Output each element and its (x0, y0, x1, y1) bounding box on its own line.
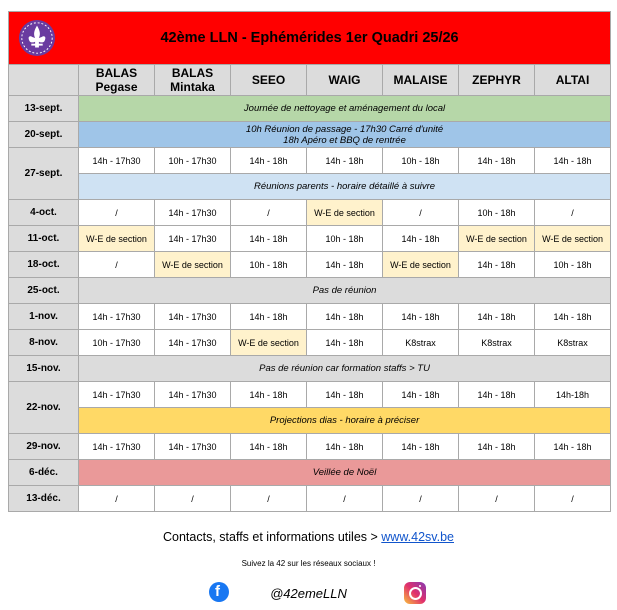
column-header-line1: ZEPHYR (472, 73, 521, 87)
date-cell: 13-déc. (9, 486, 79, 512)
date-cell: 18-oct. (9, 252, 79, 278)
schedule-cell: 14h - 17h30 (155, 200, 231, 226)
schedule-cell: 14h - 18h (383, 382, 459, 408)
schedule-cell: 14h - 18h (459, 252, 535, 278)
merged-event-cell (79, 460, 611, 486)
table-row (9, 148, 611, 174)
date-cell: 20-sept. (9, 122, 79, 148)
contacts-line (0, 530, 617, 544)
table-row (9, 460, 611, 486)
date-cell: 25-oct. (9, 278, 79, 304)
merged-event-cell (79, 278, 611, 304)
event-text: Journée de nettoyage et aménagement du local (243, 103, 446, 114)
merged-event-cell: Projections dias - horaire à préciser (79, 408, 611, 434)
schedule-cell: 14h - 17h30 (79, 304, 155, 330)
column-header-line1: BALAS (171, 66, 214, 80)
schedule-cell: / (383, 486, 459, 512)
schedule-cell: 14h - 18h (231, 148, 307, 174)
schedule-cell: 14h - 18h (307, 434, 383, 460)
schedule-cell: 14h - 17h30 (79, 434, 155, 460)
schedule-cell: / (383, 200, 459, 226)
schedule-cell: W-E de section (535, 226, 611, 252)
table-row (9, 304, 611, 330)
instagram-icon[interactable] (404, 582, 426, 604)
schedule-cell: 14h - 18h (459, 304, 535, 330)
schedule-cell: 14h - 18h (459, 148, 535, 174)
schedule-cell: 14h - 17h30 (79, 382, 155, 408)
merged-event-cell (79, 122, 611, 148)
schedule-cell: 14h - 18h (231, 226, 307, 252)
schedule-cell: 14h - 18h (307, 382, 383, 408)
table-row (9, 434, 611, 460)
schedule-cell: 14h-18h (535, 382, 611, 408)
schedule-cell: 14h - 18h (383, 434, 459, 460)
schedule-cell: 14h - 18h (231, 382, 307, 408)
column-header-line1: WAIG (328, 73, 361, 87)
schedule-cell: / (79, 486, 155, 512)
table-row (9, 96, 611, 122)
date-cell: 1-nov. (9, 304, 79, 330)
column-header (231, 65, 307, 96)
follow-text: Suivez la 42 sur les réseaux sociaux ! (241, 559, 376, 568)
schedule-cell: 14h - 17h30 (155, 304, 231, 330)
date-cell: 11-oct. (9, 226, 79, 252)
column-header (383, 65, 459, 96)
event-text-line2: 18h Apéro et BBQ de rentrée (283, 134, 406, 146)
schedule-cell: K8strax (459, 330, 535, 356)
schedule-cell: 14h - 18h (307, 304, 383, 330)
table-row (9, 226, 611, 252)
schedule-cell: 14h - 18h (535, 148, 611, 174)
column-header-line1: MALAISE (393, 73, 448, 87)
merged-event-cell (79, 96, 611, 122)
column-header (459, 65, 535, 96)
date-cell: 22-nov. (9, 382, 79, 434)
column-header-line2: Pegase (95, 80, 138, 94)
schedule-cell: 10h - 18h (307, 226, 383, 252)
schedule-cell: 14h - 18h (535, 434, 611, 460)
table-row (9, 330, 611, 356)
schedule-cell: / (535, 200, 611, 226)
table-row (9, 408, 611, 434)
schedule-cell: 14h - 17h30 (155, 330, 231, 356)
schedule-cell: / (231, 486, 307, 512)
schedule-cell: 14h - 17h30 (79, 148, 155, 174)
facebook-icon[interactable]: f (209, 582, 229, 602)
event-text: Pas de réunion (312, 285, 377, 296)
column-header (155, 65, 231, 96)
schedule-cell: / (155, 486, 231, 512)
schedule-cell: W-E de section (383, 252, 459, 278)
table-row (9, 356, 611, 382)
schedule-cell: / (307, 486, 383, 512)
schedule-cell: 14h - 18h (535, 304, 611, 330)
schedule-cell: 14h - 17h30 (155, 434, 231, 460)
column-header-line2: Mintaka (170, 80, 215, 94)
schedule-cell: W-E de section (459, 226, 535, 252)
schedule-cell: 14h - 18h (383, 226, 459, 252)
schedule-cell: / (231, 200, 307, 226)
date-cell: 8-nov. (9, 330, 79, 356)
table-row (9, 200, 611, 226)
schedule-cell: W-E de section (231, 330, 307, 356)
schedule-cell: W-E de section (307, 200, 383, 226)
schedule-cell: 14h - 18h (231, 434, 307, 460)
event-text: Pas de réunion car formation staffs > TU (259, 363, 430, 374)
scout-logo-icon (18, 19, 56, 57)
schedule-cell: / (459, 486, 535, 512)
header-corner (9, 65, 79, 96)
column-header-line1: ALTAI (555, 73, 590, 87)
schedule-cell: 14h - 18h (231, 304, 307, 330)
column-header-line1: SEEO (251, 73, 286, 87)
schedule-cell: / (79, 252, 155, 278)
schedule-cell: 14h - 18h (307, 330, 383, 356)
contacts-text: Contacts, staffs et informations utiles > (163, 530, 382, 544)
schedule-cell: / (79, 200, 155, 226)
table-row (9, 252, 611, 278)
merged-event-cell (79, 356, 611, 382)
schedule-table (8, 11, 611, 512)
table-row (9, 174, 611, 200)
column-header (79, 65, 155, 96)
schedule-cell: W-E de section (155, 252, 231, 278)
schedule-cell: K8strax (383, 330, 459, 356)
column-header (307, 65, 383, 96)
schedule-cell: 14h - 18h (307, 148, 383, 174)
schedule-cell: 14h - 17h30 (155, 226, 231, 252)
date-cell: 13-sept. (9, 96, 79, 122)
merged-event-cell: Réunions parents - horaire détaillé à suivre (79, 174, 611, 200)
event-text: 10h Réunion de passage - 17h30 Carré d'unité (245, 123, 444, 135)
table-row (9, 278, 611, 304)
social-handle: @42emeLLN (270, 586, 347, 601)
table-row (9, 122, 611, 148)
schedule-cell: 14h - 18h (307, 252, 383, 278)
schedule-cell: W-E de section (79, 226, 155, 252)
date-cell: 27-sept. (9, 148, 79, 200)
date-cell: 4-oct. (9, 200, 79, 226)
event-text: Veillée de Noël (312, 467, 377, 478)
column-header-row (9, 65, 611, 96)
schedule-cell: 10h - 18h (383, 148, 459, 174)
date-cell: 29-nov. (9, 434, 79, 460)
schedule-cell: 10h - 17h30 (79, 330, 155, 356)
schedule-cell: 10h - 18h (459, 200, 535, 226)
schedule-cell: 10h - 18h (231, 252, 307, 278)
schedule-cell: 14h - 18h (459, 434, 535, 460)
schedule-cell: 14h - 17h30 (155, 382, 231, 408)
table-row (9, 382, 611, 408)
date-cell: 6-déc. (9, 460, 79, 486)
page-title: 42ème LLN - Ephémérides 1er Quadri 25/26 (160, 30, 459, 46)
schedule-cell: 14h - 18h (459, 382, 535, 408)
schedule-cell: 10h - 18h (535, 252, 611, 278)
schedule-cell: 14h - 18h (383, 304, 459, 330)
title-banner (9, 12, 611, 65)
column-header-line1: BALAS (95, 66, 138, 80)
schedule-cell: 10h - 17h30 (155, 148, 231, 174)
schedule-cell: K8strax (535, 330, 611, 356)
date-cell: 15-nov. (9, 356, 79, 382)
website-link[interactable]: www.42sv.be (381, 530, 454, 544)
column-header (535, 65, 611, 96)
table-row (9, 486, 611, 512)
schedule-cell: / (535, 486, 611, 512)
